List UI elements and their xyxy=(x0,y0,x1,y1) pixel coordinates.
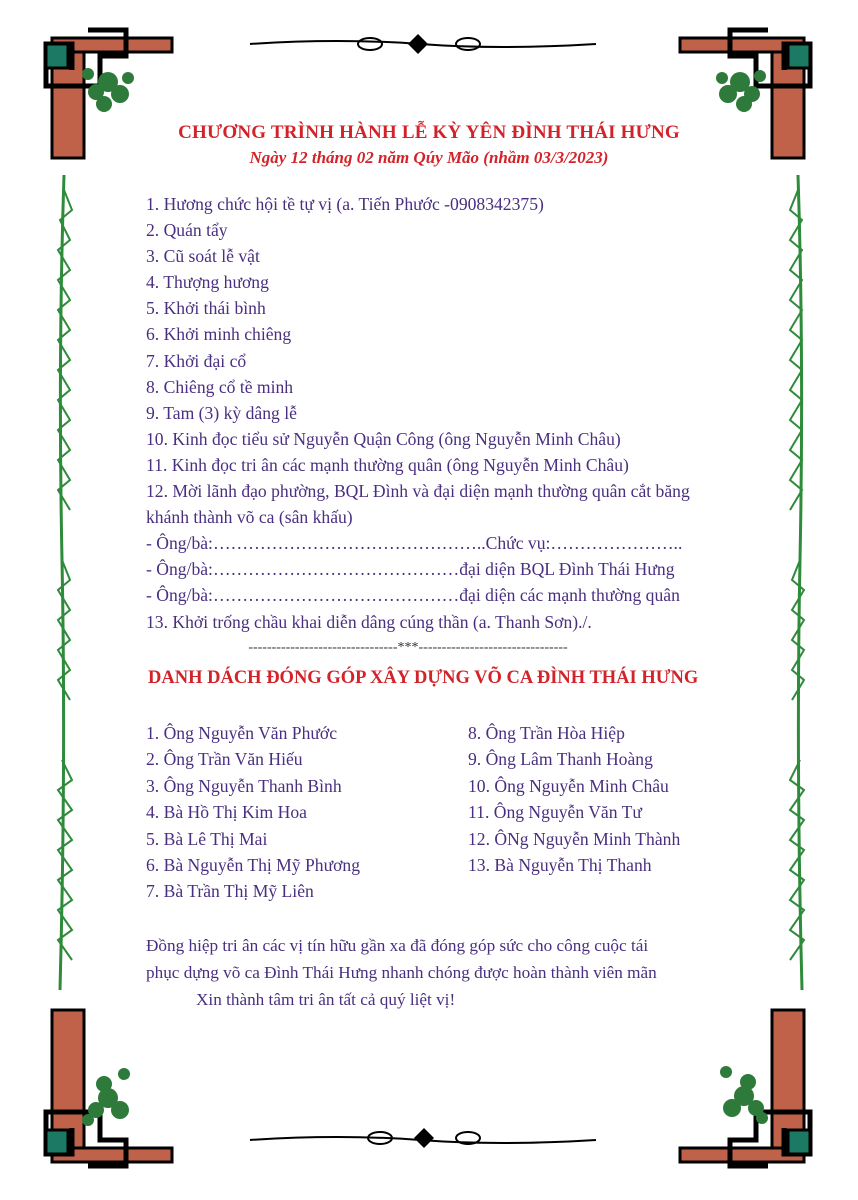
donor-list-title: DANH DÁCH ĐÓNG GÓP XÂY DỰNG VÕ CA ĐÌNH THÁI HƯNG xyxy=(148,668,699,688)
donor-list-left xyxy=(146,720,360,905)
list-item: 7. Khởi đại cổ xyxy=(146,350,247,371)
list-item: 2. Quán tẩy xyxy=(146,220,228,241)
thanks-paragraph xyxy=(146,932,786,1013)
list-item: 1. Hương chức hội tề tự vị (a. Tiến Phước -0908342375) xyxy=(146,194,544,214)
bottom-center-ornament xyxy=(250,1128,596,1148)
list-item: 5. Bà Lê Thị Mai xyxy=(146,828,268,849)
list-item: 4. Bà Hồ Thị Kim Hoa xyxy=(146,802,307,823)
top-center-ornament xyxy=(250,34,596,54)
thanks-line: Đồng hiệp tri ân các vị tín hữu gần xa đã đóng góp sức cho công cuộc tái xyxy=(146,936,649,955)
list-item: 11. Kinh đọc tri ân các mạnh thường quân (ông Nguyễn Minh Châu) xyxy=(146,454,629,475)
list-item: 8. Ông Trần Hòa Hiệp xyxy=(468,723,625,743)
list-item: 10. Ông Nguyễn Minh Châu xyxy=(468,775,669,796)
list-item: 6. Khởi minh chiêng xyxy=(146,324,292,345)
list-item: 3. Cũ soát lễ vật xyxy=(146,246,260,267)
thanks-closing: Xin thành tâm tri ân tất cả quý liệt vị! xyxy=(196,990,456,1009)
page-subtitle: Ngày 12 tháng 02 năm Qúy Mão (nhầm 03/3/2023) xyxy=(249,148,609,167)
list-item: 7. Bà Trần Thị Mỹ Liên xyxy=(146,881,314,902)
list-item: 5. Khởi thái bình xyxy=(146,298,266,319)
right-vine-ornament xyxy=(790,175,804,990)
list-item: 2. Ông Trần Văn Hiếu xyxy=(146,749,303,770)
page-title: CHƯƠNG TRÌNH HÀNH LỄ KỲ YÊN ĐÌNH THÁI HƯNG xyxy=(178,122,680,143)
list-item: 9. Ông Lâm Thanh Hoàng xyxy=(468,749,653,770)
list-item: 13. Bà Nguyễn Thị Thanh xyxy=(468,854,652,875)
list-item: 12. Mời lãnh đạo phường, BQL Đình và đại diện mạnh thường quân cắt băng xyxy=(146,481,690,502)
list-item: - Ông/bà:……………………………………đại diện các mạnh thường quân xyxy=(146,585,680,606)
bottom-right-corner-ornament xyxy=(680,1010,810,1166)
list-item: 3. Ông Nguyễn Thanh Bình xyxy=(146,775,342,796)
list-item: 13. Khởi trống chầu khai diễn dâng cúng thần (a. Thanh Sơn)./. xyxy=(146,611,592,632)
list-item: 11. Ông Nguyễn Văn Tư xyxy=(468,802,642,823)
list-item: khánh thành võ ca (sân khấu) xyxy=(146,507,353,528)
list-item: 4. Thượng hương xyxy=(146,272,269,293)
list-item: 6. Bà Nguyễn Thị Mỹ Phương xyxy=(146,854,361,875)
donor-list-right xyxy=(468,720,680,878)
list-item: 1. Ông Nguyễn Văn Phước xyxy=(146,723,338,743)
list-item: 12. ÔNg Nguyễn Minh Thành xyxy=(468,828,681,849)
list-item: 9. Tam (3) kỳ dâng lễ xyxy=(146,402,297,423)
left-vine-ornament xyxy=(58,175,72,990)
list-item: 10. Kinh đọc tiểu sử Nguyễn Quận Công (ông Nguyễn Minh Châu) xyxy=(146,428,621,449)
list-item: 8. Chiêng cổ tề minh xyxy=(146,376,294,397)
thanks-line: phục dựng võ ca Đình Thái Hưng nhanh chóng được hoàn thành viên mãn xyxy=(146,963,657,982)
program-list xyxy=(146,191,786,635)
bottom-left-corner-ornament xyxy=(46,1010,172,1166)
list-item: - Ông/bà:………………………………………..Chức vụ:………………….. xyxy=(146,533,683,554)
list-item: - Ông/bà:……………………………………đại diện BQL Đình Thái Hưng xyxy=(146,559,675,580)
section-divider: --------------------------------***-------------------------------- xyxy=(248,640,568,655)
